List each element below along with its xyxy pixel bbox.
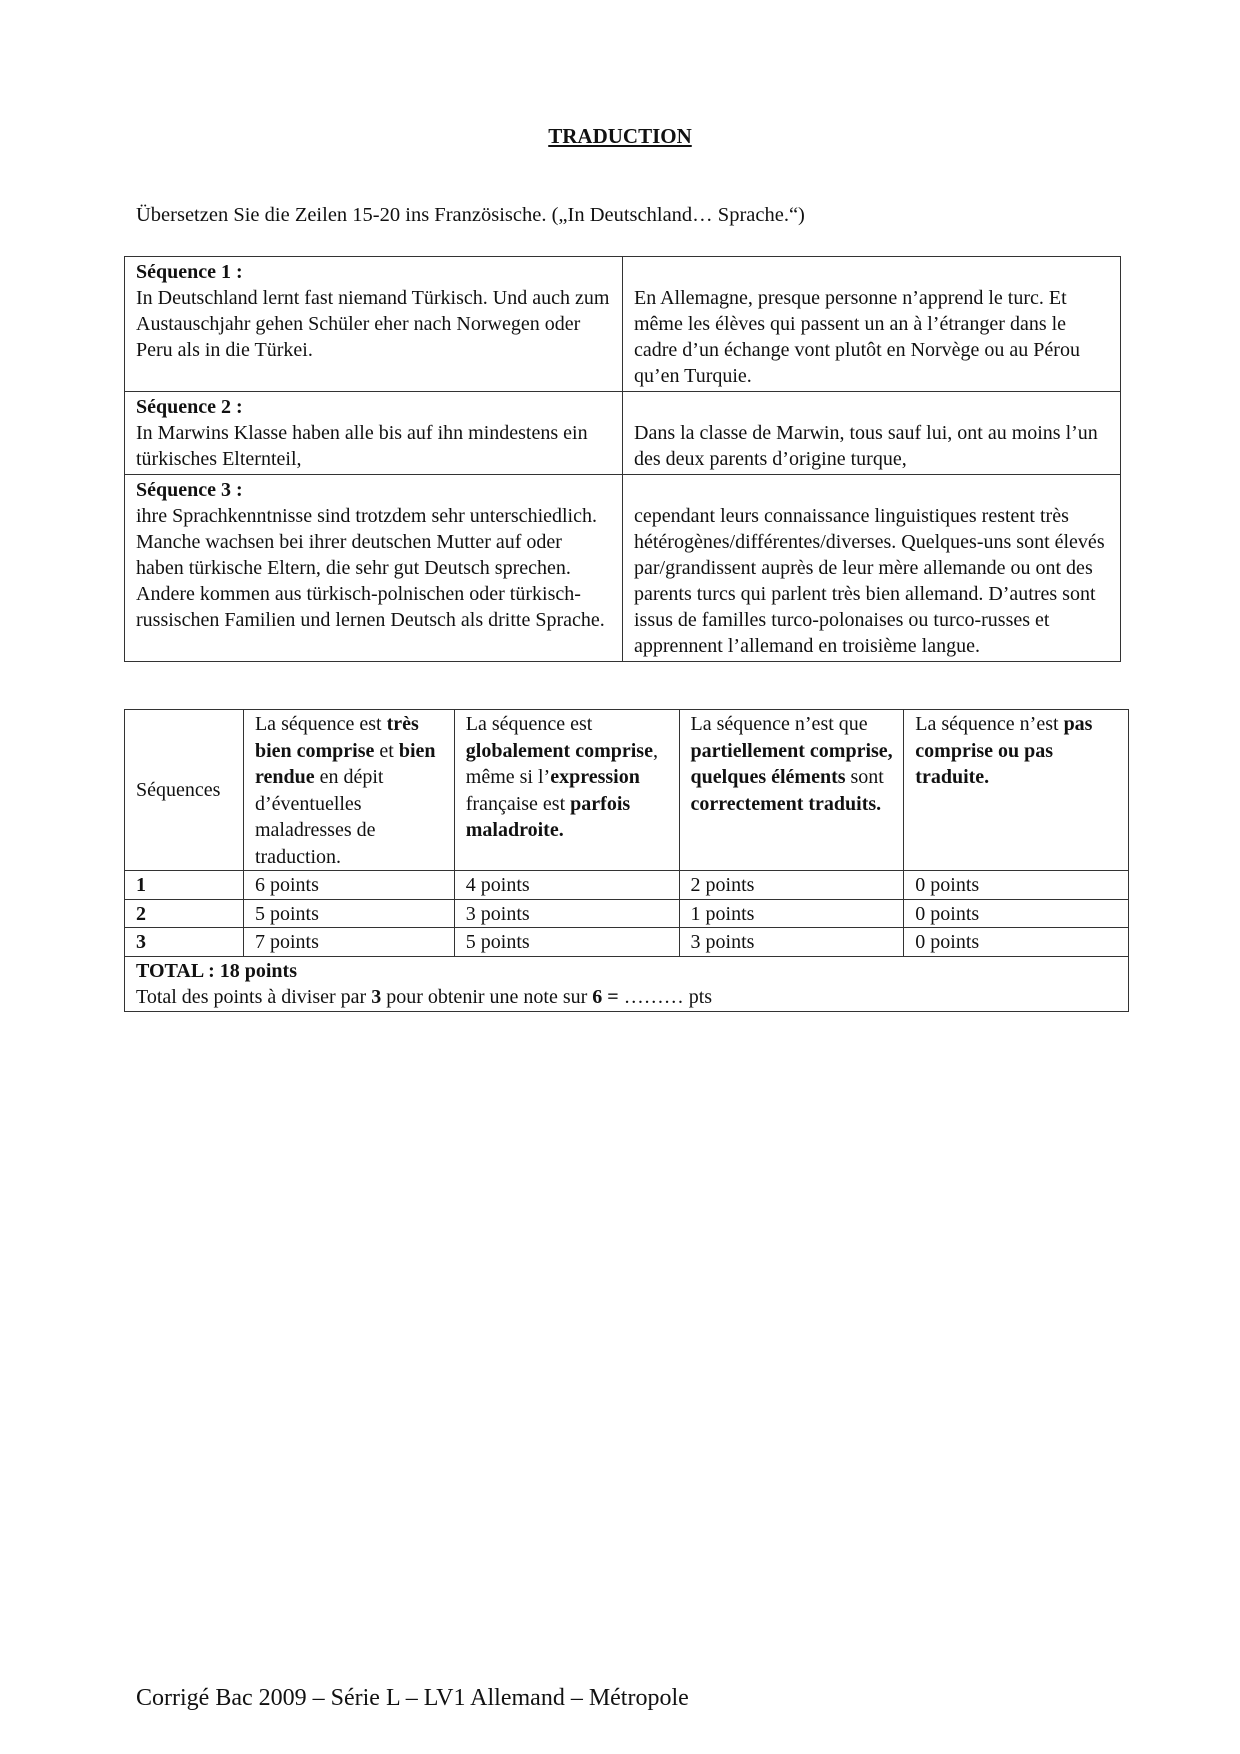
points-cell: 2 points bbox=[679, 871, 904, 900]
german-text: ihre Sprachkenntnisse sind trotzdem sehr unterschiedlich. Manche wachsen bei ihrer deutschen Mutter auf oder haben türkische Eltern, die sehr gut Deutsch sprechen. Andere kommen aus türkisch-polnischen oder türkisch-russischen Familien und lernen Deutsch als dritte Sprache. bbox=[136, 505, 605, 631]
sequence-number: 1 bbox=[125, 871, 244, 900]
german-cell bbox=[125, 475, 623, 662]
table-row bbox=[125, 899, 1129, 928]
points-cell: 3 points bbox=[454, 899, 679, 928]
sequence-number: 2 bbox=[125, 899, 244, 928]
points-cell: 0 points bbox=[904, 899, 1129, 928]
points-cell: 7 points bbox=[243, 928, 454, 957]
french-text: Dans la classe de Marwin, tous sauf lui, ont au moins l’un des deux parents d’origine turque, bbox=[634, 422, 1098, 470]
table-row bbox=[125, 257, 1121, 392]
german-text: In Deutschland lernt fast niemand Türkisch. Und auch zum Austauschjahr gehen Schüler eher nach Norwegen oder Peru als in die Türkei. bbox=[136, 287, 610, 361]
criterion-header: La séquence est très bien comprise et bien rendue en dépit d’éventuelles maladresses de traduction. bbox=[243, 710, 454, 871]
sequence-label: Séquence 1 : bbox=[136, 261, 243, 283]
french-cell bbox=[623, 257, 1121, 392]
table-row bbox=[125, 928, 1129, 957]
sequence-number: 3 bbox=[125, 928, 244, 957]
points-cell: 4 points bbox=[454, 871, 679, 900]
scoring-table bbox=[124, 709, 1129, 1012]
sequence-label: Séquence 2 : bbox=[136, 396, 243, 418]
points-cell: 0 points bbox=[904, 928, 1129, 957]
total-note: Total des points à diviser par 3 pour obtenir une note sur 6 = ……… pts bbox=[136, 986, 713, 1008]
sequence-label: Séquence 3 : bbox=[136, 479, 243, 501]
french-cell bbox=[623, 475, 1121, 662]
scoring-header-row bbox=[125, 710, 1129, 871]
french-cell bbox=[623, 392, 1121, 475]
points-cell: 3 points bbox=[679, 928, 904, 957]
points-cell: 1 points bbox=[679, 899, 904, 928]
page-footer: Corrigé Bac 2009 – Série L – LV1 Allemand – Métropole bbox=[136, 1685, 689, 1711]
translation-table bbox=[124, 256, 1121, 662]
sequences-header: Séquences bbox=[125, 710, 244, 871]
german-cell bbox=[125, 257, 623, 392]
table-row bbox=[125, 475, 1121, 662]
german-text: In Marwins Klasse haben alle bis auf ihn mindestens ein türkisches Elternteil, bbox=[136, 422, 588, 470]
points-cell: 5 points bbox=[454, 928, 679, 957]
points-cell: 5 points bbox=[243, 899, 454, 928]
table-row bbox=[125, 392, 1121, 475]
total-cell bbox=[125, 956, 1129, 1011]
table-row bbox=[125, 871, 1129, 900]
criterion-header: La séquence n’est pas comprise ou pas traduite. bbox=[904, 710, 1129, 871]
page-title: TRADUCTION bbox=[548, 124, 692, 148]
points-cell: 0 points bbox=[904, 871, 1129, 900]
french-text: cependant leurs connaissance linguistiques restent très hétérogènes/différentes/diverses. Quelques-uns sont élevés par/grandissent auprès de leur mère allemande ou ont des parents turcs qui parlent très bien allemand. D’autres sont issus de familles turco-polonaises ou turco-russes et apprennent l’allemand en troisième langue. bbox=[634, 505, 1105, 657]
criterion-header: La séquence n’est que partiellement comprise, quelques éléments sont correctement traduits. bbox=[679, 710, 904, 871]
german-cell bbox=[125, 392, 623, 475]
french-text: En Allemagne, presque personne n’apprend le turc. Et même les élèves qui passent un an à l’étranger dans le cadre d’un échange vont plutôt en Norvège ou au Pérou qu’en Turquie. bbox=[634, 287, 1080, 387]
total-label: TOTAL : 18 points bbox=[136, 959, 297, 982]
criterion-header: La séquence est globalement comprise, même si l’expression française est parfois maladroite. bbox=[454, 710, 679, 871]
total-row bbox=[125, 956, 1129, 1011]
instruction: Übersetzen Sie die Zeilen 15-20 ins Französische. („In Deutschland… Sprache.“) bbox=[136, 204, 805, 226]
points-cell: 6 points bbox=[243, 871, 454, 900]
